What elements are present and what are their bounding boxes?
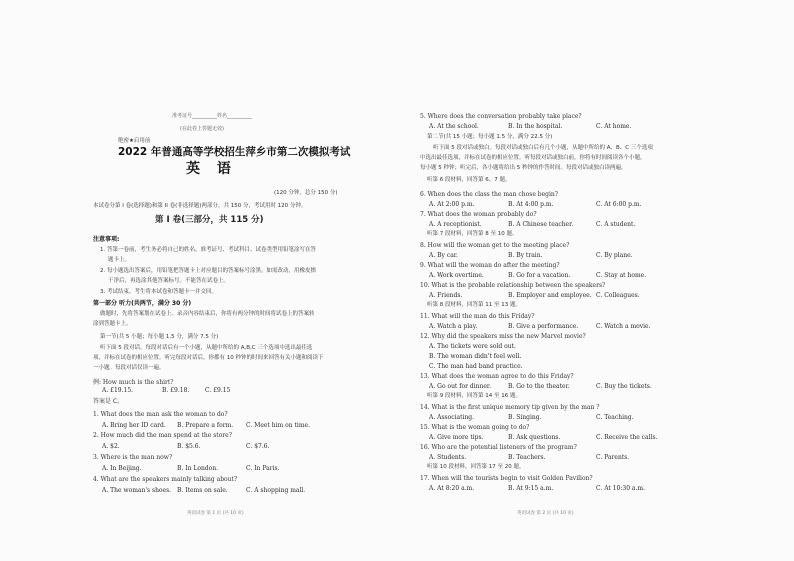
question-4-option-c: C. A shopping mall. <box>246 487 306 494</box>
question-5-option-b: B. In the hospital. <box>508 123 563 130</box>
question-6-option-a: A. At 2:00 p.m. <box>429 201 475 208</box>
question-13-option-c: C. Buy the tickets. <box>596 383 652 390</box>
question-11-option-a: A. Watch a play. <box>429 323 478 330</box>
notes-title: 注意事项: <box>93 236 120 243</box>
question-8: 8. How will the woman get to the meeting place? <box>420 242 570 249</box>
question-5-option-a: A. At the school. <box>429 123 479 130</box>
page-footer-left: 英语试卷 第 1 页 (共 10 页) <box>187 511 244 516</box>
section-two-heading: 第二节(共 15 小题；每小题 1.5 分，满分 22.5 分) <box>427 134 553 140</box>
subject-title: 英 语 <box>186 161 237 177</box>
question-8-option-a: A. By car. <box>429 252 458 259</box>
question-14-option-c: C. Teaching. <box>596 414 634 421</box>
note-1b: 题卡上。 <box>108 257 131 263</box>
question-12: 12. Why did the speakers miss the new Marvel movie? <box>420 333 586 340</box>
part-one-heading: 第一部分 听力(共两节，满分 30 分) <box>93 300 192 307</box>
question-14-option-a: A. Associating. <box>429 414 475 421</box>
section-one-desc-c: 一小题。每段对话仅读一遍。 <box>93 365 165 371</box>
question-12-option-a: A. The tickets were sold out. <box>429 343 516 350</box>
question-12-option-c: C. The man had band practice. <box>429 363 523 370</box>
question-3-option-a: A. In Beijing. <box>102 465 142 472</box>
question-9-option-a: A. Work overtime. <box>429 272 484 279</box>
question-14-option-b: B. Singing. <box>508 414 542 421</box>
question-3-option-c: C. In Paris. <box>246 465 280 472</box>
note-2b: 干净后，再选涂其他答案标号。不能答在试卷上。 <box>108 278 230 284</box>
question-10-option-a: A. Friends. <box>429 292 463 299</box>
question-7-option-c: C. A student. <box>596 221 636 228</box>
question-5-option-c: C. At home. <box>596 123 632 130</box>
question-2-option-c: C. $7.6. <box>246 443 270 450</box>
question-10: 10. What is the probable relationship between the speakers? <box>420 282 606 289</box>
section-one-heading: 第一节(共 5 小题；每小题 1.5 分，满分 7.5 分) <box>100 334 219 340</box>
score-time: (120 分钟，总分 150 分) <box>274 190 338 196</box>
question-12-option-b: B. The woman didn't feel well. <box>429 353 522 360</box>
question-10-option-c: C. Colleagues. <box>596 292 640 299</box>
section-two-desc-a: 听下面 5 段对话或独白。每段对话或独白后有几个小题，从题中所给的 A、B、C 三个选项 <box>433 145 653 151</box>
question-4-option-b: B. Items on sale. <box>177 487 228 494</box>
section-two-desc-c: 每小题 5 秒钟；听完后，各小题将给出 5 秒钟的作答时间。每段对话或独白读两遍。 <box>420 165 627 171</box>
note-3: 3. 考试结束，考生将本试卷和答题卡一并交回。 <box>100 289 217 295</box>
question-7-option-b: B. A Chinese teacher. <box>508 221 574 228</box>
question-4: 4. What are the speakers mainly talking about? <box>93 476 238 483</box>
exam-title: 2022 年普通高等学校招生萍乡市第二次模拟考试 <box>118 146 351 158</box>
question-6-option-c: C. At 6:00 p.m. <box>596 201 642 208</box>
question-17-option-a: A. At 8:20 a.m. <box>429 485 475 492</box>
question-11-option-c: C. Watch a movie. <box>596 323 651 330</box>
question-3-option-b: B. In London. <box>177 465 219 472</box>
volume-one-heading: 第 I 卷(三部分，共 115 分) <box>155 215 264 225</box>
question-8-option-b: B. By train. <box>508 252 543 259</box>
example-option-c: C. £9.15 <box>205 387 231 394</box>
question-13-option-a: A. Go out for dinner. <box>429 383 492 390</box>
example-answer: 答案是 C。 <box>93 398 124 405</box>
material-10-note: 听第 10 段材料，回答第 17 至 20 题。 <box>427 464 525 470</box>
section-one-desc-b: 项，并标在试卷的相应位置。听完每段对话后，你都有 10 秒钟的时间来回答有关小题和阅读下 <box>93 355 324 361</box>
material-9-note: 听第 9 段材料，回答第 14 至 16 题。 <box>427 393 521 399</box>
question-16-option-b: B. Teachers. <box>508 454 546 461</box>
question-6-option-b: B. At 4:00 p.m. <box>508 201 554 208</box>
question-10-option-b: B. Employer and employee. <box>508 292 592 299</box>
exam-id-line: 准考证号__________姓名__________ <box>172 113 253 119</box>
question-5: 5. Where does the conversation probably take place? <box>420 113 582 120</box>
material-7-note: 听第 7 段材料，回答第 8 至 10 题。 <box>427 231 518 237</box>
note-2a: 2. 每小题选出答案后，用铅笔把答题卡上对应题目的答案标号涂黑。如需改动，用橡皮擦 <box>100 268 316 274</box>
question-9-option-b: B. Go for a vacation. <box>508 272 571 279</box>
question-15-option-c: C. Receive the calls. <box>596 434 658 441</box>
question-14: 14. What is the first unique memory tip given by the man ? <box>420 404 600 411</box>
part-one-desc-b: 涂到答题卡上。 <box>93 321 132 327</box>
question-2-option-b: B. $5.6. <box>177 443 201 450</box>
question-17-option-b: B. At 9:15 a.m. <box>508 485 554 492</box>
question-6: 6. When does the class the man chose begin? <box>420 191 559 198</box>
note-1a: 1. 答第一卷前，考生务必将自己的姓名、准考证号、考试科目、试卷类型用铅笔涂写在答 <box>100 247 316 253</box>
part-one-desc-a: 做题时，先将答案划在试卷上。录音内容结束后，你将有两分钟的时间将试卷上的答案转 <box>100 311 315 317</box>
question-2-option-a: A. $2. <box>102 443 120 450</box>
question-1: 1. What does the man ask the woman to do? <box>93 411 228 418</box>
question-16-option-a: A. Students. <box>429 454 467 461</box>
question-7-option-a: A. A receptionist. <box>429 221 482 228</box>
question-17: 17. When will the tourists begin to visit Golden Pavilion? <box>420 475 593 482</box>
section-two-desc-b: 中选出最佳选项，并标在试卷的相应位置。听每段对话或独白前，你将有时间阅读各个小题， <box>420 155 646 161</box>
confidential-mark: 绝密★启用前 <box>118 138 151 144</box>
page-footer-right: 英语试卷 第 2 页 (共 10 页) <box>517 511 574 516</box>
question-15-option-a: A. Give more tips. <box>429 434 484 441</box>
question-1-option-b: B. Prepare a form. <box>177 422 234 429</box>
question-16-option-c: C. Parents. <box>596 454 630 461</box>
question-11-option-b: B. Give a performance. <box>508 323 579 330</box>
question-1-option-a: A. Bring her ID card. <box>102 422 166 429</box>
question-15-option-b: B. Ask questions. <box>508 434 561 441</box>
right-page <box>397 0 794 561</box>
material-8-note: 听第 8 段材料，回答第 11 至 13 题。 <box>427 302 521 308</box>
exam-id-note: (在此卷上答题无效) <box>180 126 224 132</box>
question-15: 15. What is the woman going to do? <box>420 424 530 431</box>
question-7: 7. What does the woman probably do? <box>420 211 537 218</box>
example-option-b: B. £9.18. <box>162 387 190 394</box>
question-2: 2. How much did the man spend at the store? <box>93 432 232 439</box>
section-one-desc-a: 听下面 5 段对话，每段对话后有一个小题，从题中所给的 A,B,C 三个选项中选出最佳选 <box>100 345 313 351</box>
material-6-note: 听第 6 段材料，回答第 6、7 题。 <box>427 177 511 183</box>
question-9: 9. What will the woman do after the meeting? <box>420 262 560 269</box>
question-17-option-c: C. At 10:30 a.m. <box>596 485 646 492</box>
question-3: 3. Where is the man now? <box>93 454 173 461</box>
question-9-option-c: C. Stay at home. <box>596 272 647 279</box>
question-13-option-b: B. Go to the theater. <box>508 383 570 390</box>
example-option-a: A. £19.15. <box>102 387 134 394</box>
question-4-option-a: A. The woman's shoes. <box>102 487 172 494</box>
question-8-option-c: C. By plane. <box>596 252 633 259</box>
example-question: 例: How much is the shirt? <box>93 379 174 386</box>
question-1-option-c: C. Meet him on time. <box>246 422 310 429</box>
question-11: 11. What will the man do this Friday? <box>420 313 535 320</box>
question-13: 13. What does the woman agree to do this Friday? <box>420 373 574 380</box>
question-16: 16. Who are the potential listeners of the program? <box>420 444 577 451</box>
intro-text: 本试卷分第 I 卷(选择题)和第 II 卷(非选择题)两部分，共 150 分，考试用时 120 分钟。 <box>93 203 307 209</box>
